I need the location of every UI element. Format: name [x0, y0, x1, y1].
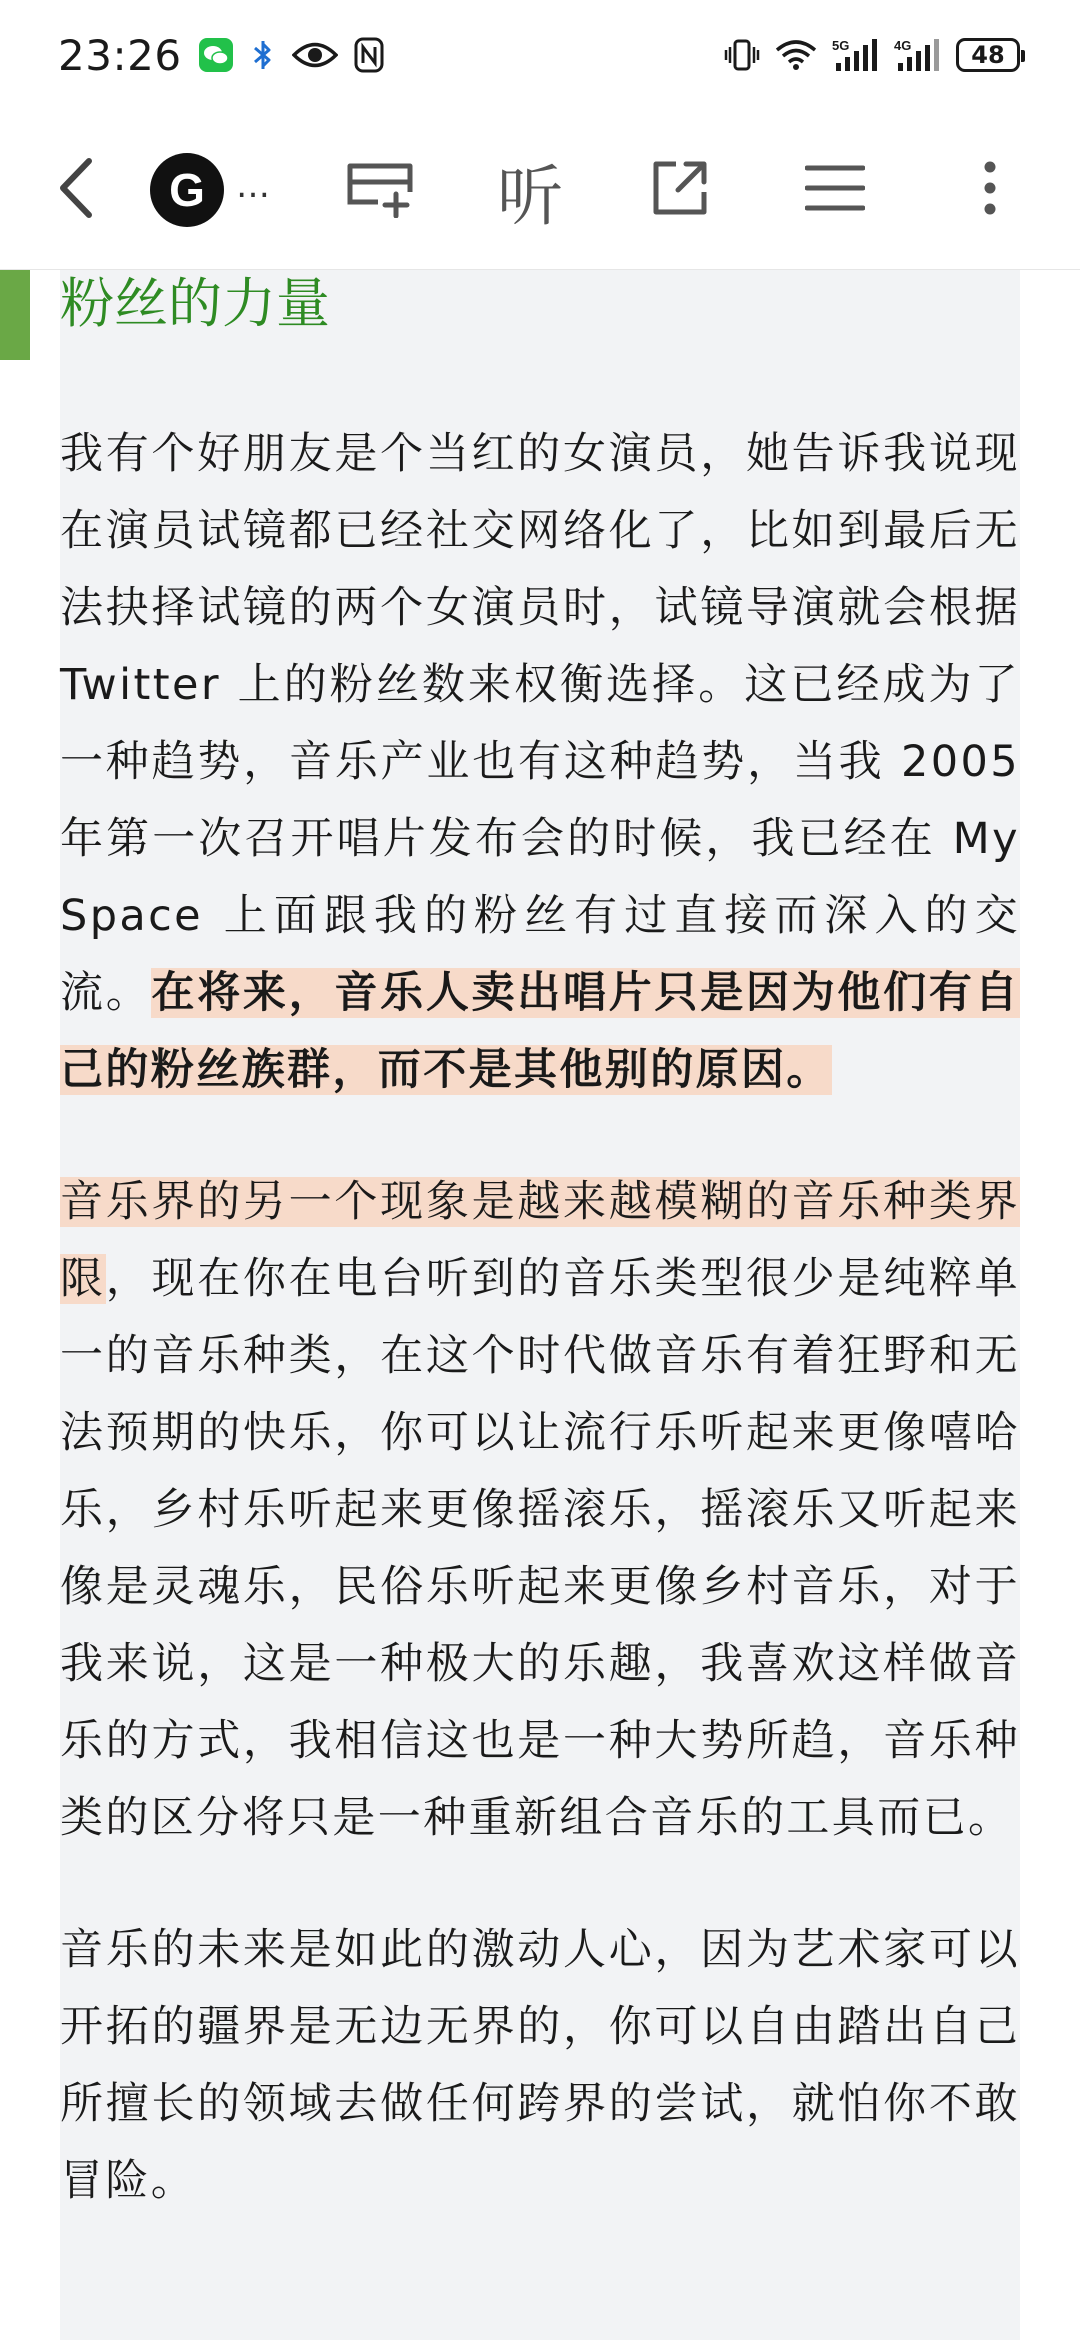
share-button[interactable] [630, 110, 730, 270]
more-icon [983, 160, 997, 220]
battery-icon [956, 38, 1020, 72]
paragraph-2 [60, 1164, 1020, 1857]
contents-button[interactable] [785, 110, 885, 270]
share-icon [650, 158, 710, 222]
article-content [0, 270, 1080, 2340]
more-button[interactable] [960, 110, 1020, 270]
svg-text:4G: 4G [894, 38, 912, 53]
listen-button[interactable] [480, 110, 580, 270]
reader-toolbar [0, 110, 1080, 270]
wifi-icon [774, 38, 818, 72]
nfc-icon [354, 37, 384, 73]
paragraph-3-text: 音乐的未来是如此的激动人心，因为艺术家可以开拓的疆界是无边无界的，你可以自由踏出自己所擅长的领域去做任何跨界的尝试，就怕你不敢冒险。 [60, 1925, 1020, 2206]
listen-icon: 听 [497, 157, 563, 235]
bluetooth-icon [250, 38, 276, 72]
vibrate-icon [724, 38, 760, 72]
article-body [60, 270, 1020, 2220]
status-time: 23:26 [58, 30, 182, 80]
add-to-shelf-icon [344, 158, 416, 222]
section-marker [0, 270, 30, 360]
paragraph-1-highlight[interactable]: 在将来，音乐人卖出唱片只是因为他们有自己的粉丝族群，而不是其他别的原因。 [60, 968, 1020, 1095]
paragraph-3 [60, 1912, 1020, 2220]
paragraph-1-text: 我有个好朋友是个当红的女演员，她告诉我说现在演员试镜都已经社交网络化了，比如到最后无法抉择试镜的两个女演员时，试镜导演就会根据 Twitter 上的粉丝数来权衡选择。这已经成为了一种趋势，音乐产业也有这种趋势，当我 2005 年第一次召开唱片发布会的时候，我已经在 MySpace 上面跟我的粉丝有过直接而深入的交流。 [60, 429, 1020, 1018]
account-button[interactable] [150, 110, 280, 270]
battery-level: 48 [971, 41, 1005, 69]
status-bar [0, 0, 1080, 110]
section-title: 粉丝的力量 [60, 272, 330, 335]
status-left [58, 31, 384, 80]
menu-icon [805, 163, 865, 217]
status-right [710, 37, 1020, 73]
back-button[interactable] [40, 110, 110, 270]
signal-4g-icon [894, 37, 942, 73]
wechat-icon [198, 37, 234, 73]
paragraph-1 [60, 416, 1020, 1109]
avatar: G [150, 153, 224, 227]
signal-5g-icon [832, 37, 880, 73]
avatar-ellipsis: … [236, 166, 272, 206]
svg-text:5G: 5G [832, 38, 850, 53]
add-to-shelf-button[interactable] [330, 110, 430, 270]
eye-icon [292, 40, 338, 70]
back-icon [55, 157, 95, 223]
paragraph-2-highlight[interactable]: 音乐界的另一个现象是越来越模糊的音乐种类界限 [60, 1177, 1020, 1304]
paragraph-2-text: ，现在你在电台听到的音乐类型很少是纯粹单一的音乐种类，在这个时代做音乐有着狂野和无法预期的快乐，你可以让流行乐听起来更像嘻哈乐，乡村乐听起来更像摇滚乐，摇滚乐又听起来像是灵魂乐，民俗乐听起来更像乡村音乐，对于我来说，这是一种极大的乐趣，我喜欢这样做音乐的方式，我相信这也是一种大势所趋，音乐种类的区分将只是一种重新组合音乐的工具而已。 [60, 1254, 1020, 1843]
